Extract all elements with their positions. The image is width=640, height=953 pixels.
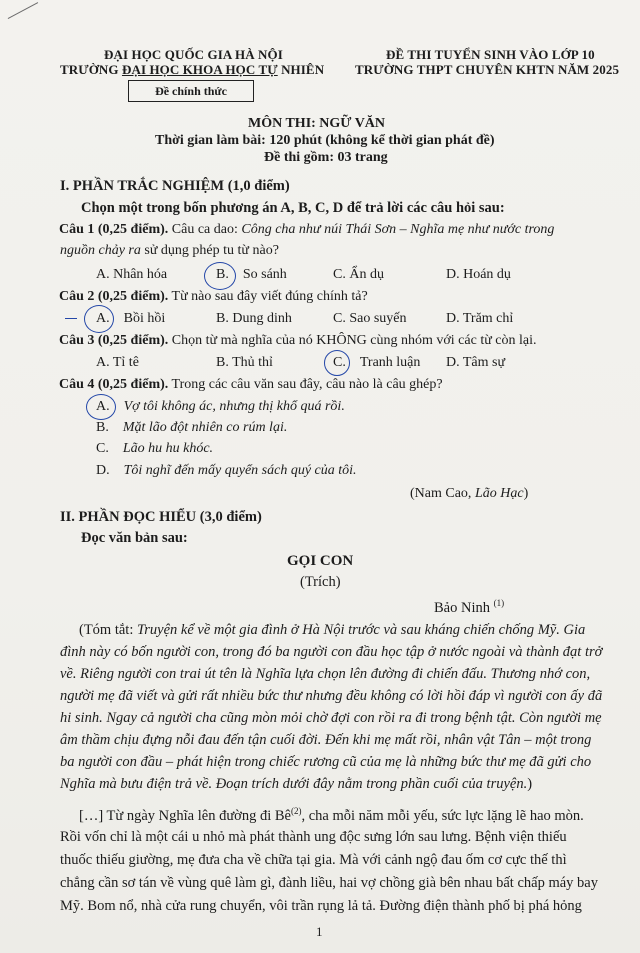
answer-circle-mark <box>324 350 350 376</box>
official-exam-box: Đề chính thức <box>128 80 254 102</box>
time-limit: Thời gian làm bài: 120 phút (không kể thời gian phát đề) <box>155 133 495 148</box>
excerpt-line: thuốc thiếu giường, mẹ đưa cha về chữa tại gia. Mà với cảnh ngộ đau ốm cơ cực thế thì <box>60 852 567 868</box>
excerpt-line: Mỹ. Bom nổ, nhà cửa rung chuyển, vôi trần rụng lả tả. Đường điện thành phố bị phá hỏng <box>60 898 582 914</box>
section-2-instruction: Đọc văn bản sau: <box>81 530 188 546</box>
exam-title: ĐỀ THI TUYỂN SINH VÀO LỚP 10 <box>386 47 595 62</box>
story-subtitle: (Trích) <box>300 574 341 590</box>
question-1-cont: nguồn chảy ra sử dụng phép tu từ nào? <box>60 243 279 258</box>
question-1: Câu 1 (0,25 điểm). Câu ca dao: Công cha như núi Thái Sơn – Nghĩa mẹ như nước trong <box>59 222 555 237</box>
summary-line: hi sinh. Ngay cả người cha cũng mòn mỏi chờ đợi con rồi ra đi trong bệnh tật. Còn người mẹ <box>60 710 602 726</box>
exam-school-year: TRƯỜNG THPT CHUYÊN KHTN NĂM 2025 <box>355 62 620 77</box>
excerpt-line: […] Từ ngày Nghĩa lên đường đi $Bê^{(2)}$, cha mỗi năm mỗi yếu, sức lực lặng lẽ hao mòn. <box>79 806 584 824</box>
summary-line: người mẹ đã viết và gửi rất nhiều bức thư nhưng đều không có lời hồi đáp vì người con ấy đã <box>60 688 603 704</box>
section-2-title: II. PHẦN ĐỌC HIỂU (3,0 điểm) <box>60 509 262 525</box>
q3-option-d: D. Tâm sự <box>446 355 506 370</box>
q4-option-b: B. Mặt lão đột nhiên co rúm lại. <box>96 420 288 435</box>
question-3: Câu 3 (0,25 điểm). Chọn từ mà nghĩa của nó KHÔNG cùng nhóm với các từ còn lại. <box>59 333 537 348</box>
summary-line: âm thầm chịu đựng nỗi đau đến tận cuối đời. Đến khi mẹ mất rồi, nhân vật Tân – một trong <box>60 732 592 748</box>
q4-option-d: D. Tôi nghĩ đến mấy quyển sách quý của tôi. <box>96 463 357 478</box>
school-name: TRƯỜNG ĐẠI HỌC KHOA HỌC TỰ NHIÊN <box>60 62 325 77</box>
q2-option-d: D. Trăm chỉ <box>446 311 514 326</box>
author: Bảo Ninh $^{(1)}$ <box>434 598 505 616</box>
summary-line: ba người con đầu – phát hiện trong chiếc rương cũ của mẹ là những bức thư mẹ đã gửi cho <box>60 754 592 770</box>
section-1-instruction: Chọn một trong bốn phương án A, B, C, D để trả lời các câu hỏi sau: <box>81 200 505 216</box>
q4-option-a: A. Vợ tôi không ác, nhưng thị khổ quá rồi. <box>96 399 345 414</box>
q1-option-d: D. Hoán dụ <box>446 267 511 282</box>
summary-line: đình này có bốn người con, trong đó ba người con đầu học tập ở nước ngoài và thành đạt trở <box>60 644 603 660</box>
summary-line: (Tóm tắt: Truyện kể về một gia đình ở Hà Nội trước và sau kháng chiến chống Mỹ. Gia <box>79 622 586 638</box>
q3-option-c: C. Tranh luận <box>333 355 421 370</box>
page-number: 1 <box>316 924 323 939</box>
section-1-title: I. PHẦN TRẮC NGHIỆM (1,0 điểm) <box>60 178 290 194</box>
question-2: Câu 2 (0,25 điểm). Từ nào sau đây viết đúng chính tả? <box>59 289 368 304</box>
subject: MÔN THI: NGỮ VĂN <box>248 116 386 131</box>
q2-option-a: A. Bồi hồi <box>96 311 166 326</box>
question-4: Câu 4 (0,25 điểm). Trong các câu văn sau đây, câu nào là câu ghép? <box>59 377 443 392</box>
excerpt-line: Rồi vốn chỉ là một cái u nhỏ mà phát thành ung độc sưng lớn sau lưng. Bệnh viện thiếu <box>60 829 567 845</box>
page-count: Đề thi gồm: 03 trang <box>264 150 388 165</box>
q2-option-b: B. Dung dinh <box>216 311 292 326</box>
q4-option-c: C. Lão hu hu khóc. <box>96 441 214 456</box>
answer-circle-mark <box>86 394 116 420</box>
q3-option-a: A. Tỉ tê <box>96 355 139 370</box>
quote-source: (Nam Cao, Lão Hạc) <box>410 486 529 501</box>
q3-option-b: B. Thủ thỉ <box>216 355 273 370</box>
answer-circle-mark <box>84 305 114 333</box>
pen-dash-mark <box>65 318 77 319</box>
q1-option-c: C. Ẩn dụ <box>333 267 384 282</box>
story-title: GỌI CON <box>287 553 354 569</box>
answer-circle-mark <box>204 262 236 290</box>
summary-line: Nghĩa mà bưu điện trả về. Đoạn trích dưới đây nằm trong phần cuối của truyện.) <box>60 776 533 792</box>
q1-option-b: B. So sánh <box>216 267 287 282</box>
q1-option-a: A. Nhân hóa <box>96 267 168 282</box>
summary-line: về. Riêng người con trai út tên là Nghĩa lựa chọn lên đường đi chiến đấu. Thương nhớ con, <box>60 666 591 682</box>
university-name: ĐẠI HỌC QUỐC GIA HÀ NỘI <box>104 47 283 62</box>
excerpt-line: chẳng cần sơ tán về vùng quê làm gì, đành liều, hai vợ chồng già bên nhau bất chấp máy bay <box>60 875 598 891</box>
pen-stroke-mark <box>8 2 39 19</box>
q2-option-c: C. Sao suyến <box>333 311 407 326</box>
